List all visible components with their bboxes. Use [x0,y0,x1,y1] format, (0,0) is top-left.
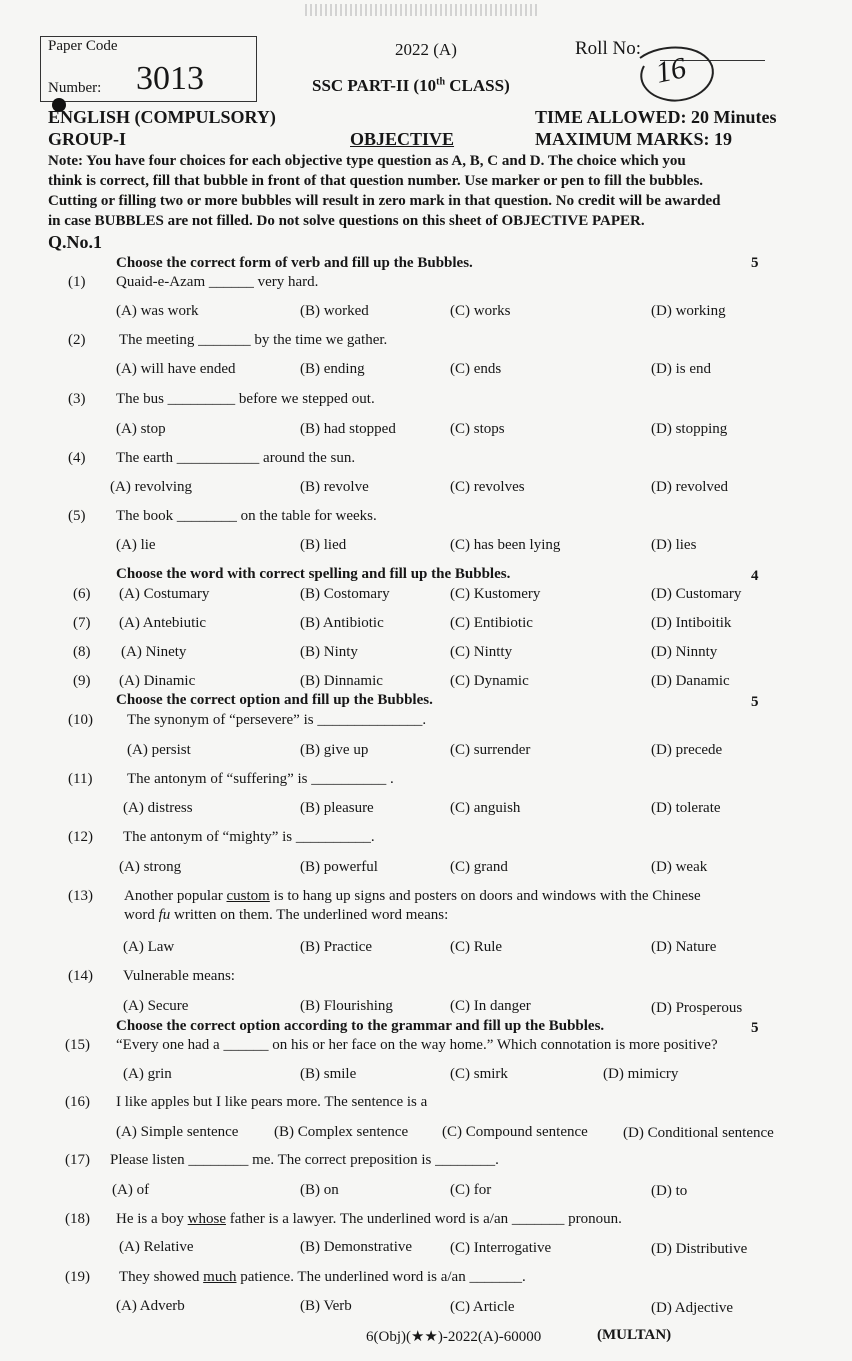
question-number: (7) [73,615,91,631]
note-line-4: in case BUBBLES are not filled. Do not solve questions on this sheet of OBJECTIVE PAPER. [48,213,645,229]
question-text: The book ________ on the table for weeks. [116,508,377,524]
option-c[interactable]: (C) Entibiotic [450,615,533,631]
option-d[interactable]: (D) tolerate [651,800,721,816]
option-d[interactable]: (D) revolved [651,479,729,495]
option-d[interactable]: (D) precede [651,742,723,758]
option-a[interactable]: (A) Law [123,939,175,955]
subject-title: ENGLISH (COMPULSORY) [48,107,276,127]
option-b[interactable]: (B) ending [300,361,365,377]
option-a[interactable]: (A) Secure [123,998,189,1014]
option-a[interactable]: (A) persist [127,742,191,758]
option-c[interactable]: (C) ends [450,361,502,377]
option-b[interactable]: (B) Verb [300,1298,352,1314]
option-c[interactable]: (C) smirk [450,1066,508,1082]
option-b[interactable]: (B) pleasure [300,800,374,816]
question-number: (13) [68,888,93,904]
footer-region: (MULTAN) [597,1327,672,1343]
option-a[interactable]: (A) stop [116,421,166,437]
question-number: (6) [73,586,91,602]
option-b[interactable]: (B) Complex sentence [274,1124,409,1140]
option-b[interactable]: (B) Costomary [300,586,390,602]
section-instruction: Choose the word with correct spelling and fill up the Bubbles. [116,566,511,582]
option-b[interactable]: (B) Ninty [300,644,358,660]
option-d[interactable]: (D) Customary [651,586,742,602]
question-text-line-2: word fu written on them. The underlined word means: [124,907,449,923]
option-d[interactable]: (D) lies [651,537,697,553]
option-b[interactable]: (B) give up [300,742,369,758]
section-marks: 5 [751,1020,759,1036]
option-a[interactable]: (A) Ninety [121,644,187,660]
option-d[interactable]: (D) working [651,303,726,319]
option-c[interactable]: (C) Nintty [450,644,513,660]
option-a[interactable]: (A) strong [119,859,182,875]
question-text: Another popular custom is to hang up signs and posters on doors and windows with the Chinese [124,888,701,904]
question-text: The bus _________ before we stepped out. [116,391,375,407]
option-c[interactable]: (C) revolves [450,479,525,495]
option-a[interactable]: (A) revolving [110,479,193,495]
question-number: (10) [68,712,93,728]
option-b[interactable]: (B) powerful [300,859,378,875]
question-number: (15) [65,1037,90,1053]
question-text: The antonym of “mighty” is __________. [123,829,375,845]
option-d[interactable]: (D) stopping [651,421,728,437]
option-b[interactable]: (B) Antibiotic [300,615,384,631]
option-d[interactable]: (D) Conditional sentence [623,1125,774,1141]
question-text: I like apples but I like pears more. The sentence is a [116,1094,428,1110]
option-a[interactable]: (A) will have ended [116,361,236,377]
number-label: Number: [48,80,102,96]
option-c[interactable]: (C) has been lying [450,537,561,553]
exam-year: 2022 (A) [395,40,457,59]
question-text: “Every one had a ______ on his or her face on the way home.” Which connotation is more positive? [116,1037,718,1053]
section-label: OBJECTIVE [350,129,455,149]
option-c[interactable]: (C) Compound sentence [442,1124,588,1140]
question-text: The earth ___________ around the sun. [116,450,356,466]
option-a[interactable]: (A) was work [116,303,199,319]
option-b[interactable]: (B) had stopped [300,421,396,437]
question-text: Vulnerable means: [123,968,235,984]
question-number: (17) [65,1152,90,1168]
question-text: Please listen ________ me. The correct preposition is ________. [110,1152,499,1168]
option-c[interactable]: (C) stops [450,421,505,437]
option-a[interactable]: (A) Costumary [119,586,210,602]
question-text: They showed much patience. The underlined word is a/an _______. [119,1269,526,1285]
option-d[interactable]: (D) is end [651,361,711,377]
question-number: (3) [68,391,86,407]
option-b[interactable]: (B) revolve [300,479,369,495]
paper-number: 3013 [136,60,204,97]
section-marks: 4 [751,568,759,584]
question-text: The synonym of “persevere” is ______________. [127,712,427,728]
option-b[interactable]: (B) Practice [300,939,373,955]
question-number: (5) [68,508,86,524]
option-a[interactable]: (A) Relative [119,1239,194,1255]
scan-noise-strip [305,4,540,16]
section-marks: 5 [751,694,759,710]
group-label: GROUP-I [48,129,126,149]
option-c[interactable]: (C) Dynamic [450,673,529,689]
option-d[interactable]: (D) Ninnty [651,644,718,660]
option-c[interactable]: (C) anguish [450,800,521,816]
option-c[interactable]: (C) grand [450,859,508,875]
option-b[interactable]: (B) Flourishing [300,998,393,1014]
question-number: (16) [65,1094,90,1110]
question-text: The antonym of “suffering” is __________ . [127,771,394,787]
option-c[interactable]: (C) for [450,1182,492,1198]
option-a[interactable]: (A) of [112,1182,150,1198]
option-b[interactable]: (B) worked [300,303,369,319]
question-number: (2) [68,332,86,348]
question-number: (11) [68,771,93,787]
option-c[interactable]: (C) surrender [450,742,531,758]
option-d[interactable]: (D) Adjective [651,1300,734,1316]
option-a[interactable]: (A) distress [123,800,193,816]
option-b[interactable]: (B) smile [300,1066,357,1082]
option-c[interactable]: (C) Article [450,1299,515,1315]
option-b[interactable]: (B) on [300,1182,339,1198]
class-title: SSC PART-II (10th CLASS) [312,76,510,95]
question-number: (19) [65,1269,90,1285]
section-instruction: Choose the correct form of verb and fill up the Bubbles. [116,255,473,271]
option-b[interactable]: (B) Demonstrative [300,1239,413,1255]
roll-number-value: 16 [652,51,689,90]
footer-code: 6(Obj)(★★)-2022(A)-60000 [366,1329,542,1345]
question-number: (18) [65,1211,90,1227]
option-d[interactable]: (D) Distributive [651,1241,748,1257]
question-number-label: Q.No.1 [48,232,102,252]
option-a[interactable]: (A) lie [116,537,156,553]
option-a[interactable]: (A) grin [123,1066,172,1082]
section-instruction: Choose the correct option and fill up the Bubbles. [116,692,433,708]
note-line-3: Cutting or filling two or more bubbles will result in zero mark in that question. No credit will be awarded [48,193,721,209]
option-d[interactable]: (D) to [651,1183,688,1199]
option-b[interactable]: (B) lied [300,537,347,553]
option-a[interactable]: (A) Simple sentence [116,1124,239,1140]
section-instruction: Choose the correct option according to the grammar and fill up the Bubbles. [116,1018,605,1034]
question-text: He is a boy whose father is a lawyer. The underlined word is a/an _______ pronoun. [116,1211,622,1227]
option-d[interactable]: (D) weak [651,859,708,875]
option-c[interactable]: (C) In danger [450,998,531,1014]
question-text: Quaid-e-Azam ______ very hard. [116,274,319,290]
time-allowed: TIME ALLOWED: 20 Minutes [535,107,777,127]
option-d[interactable]: (D) Prosperous [651,1000,743,1016]
option-d[interactable]: (D) Intiboitik [651,615,732,631]
question-number: (1) [68,274,86,290]
question-number: (12) [68,829,93,845]
option-c[interactable]: (C) Interrogative [450,1240,552,1256]
section-marks: 5 [751,255,759,271]
option-a[interactable]: (A) Antebiutic [119,615,207,631]
option-a[interactable]: (A) Adverb [116,1298,185,1314]
option-c[interactable]: (C) Kustomery [450,586,541,602]
option-c[interactable]: (C) works [450,303,511,319]
question-number: (9) [73,673,91,689]
option-a[interactable]: (A) Dinamic [119,673,196,689]
note-line-2: think is correct, fill that bubble in front of that question number. Use marker or pen to fill the bubbles. [48,173,704,189]
note-line-1: Note: You have four choices for each objective type question as A, B, C and D. The choice which you [48,153,686,169]
option-d[interactable]: (D) Nature [651,939,717,955]
paper-code-label: Paper Code [48,38,118,54]
option-b[interactable]: (B) Dinnamic [300,673,383,689]
option-d[interactable]: (D) Danamic [651,673,730,689]
roll-label: Roll No: [575,38,641,59]
max-marks: MAXIMUM MARKS: 19 [535,129,732,149]
question-number: (4) [68,450,86,466]
option-c[interactable]: (C) Rule [450,939,503,955]
question-text: The meeting _______ by the time we gather. [119,332,388,348]
question-number: (8) [73,644,91,660]
question-number: (14) [68,968,93,984]
option-d[interactable]: (D) mimicry [603,1066,679,1082]
